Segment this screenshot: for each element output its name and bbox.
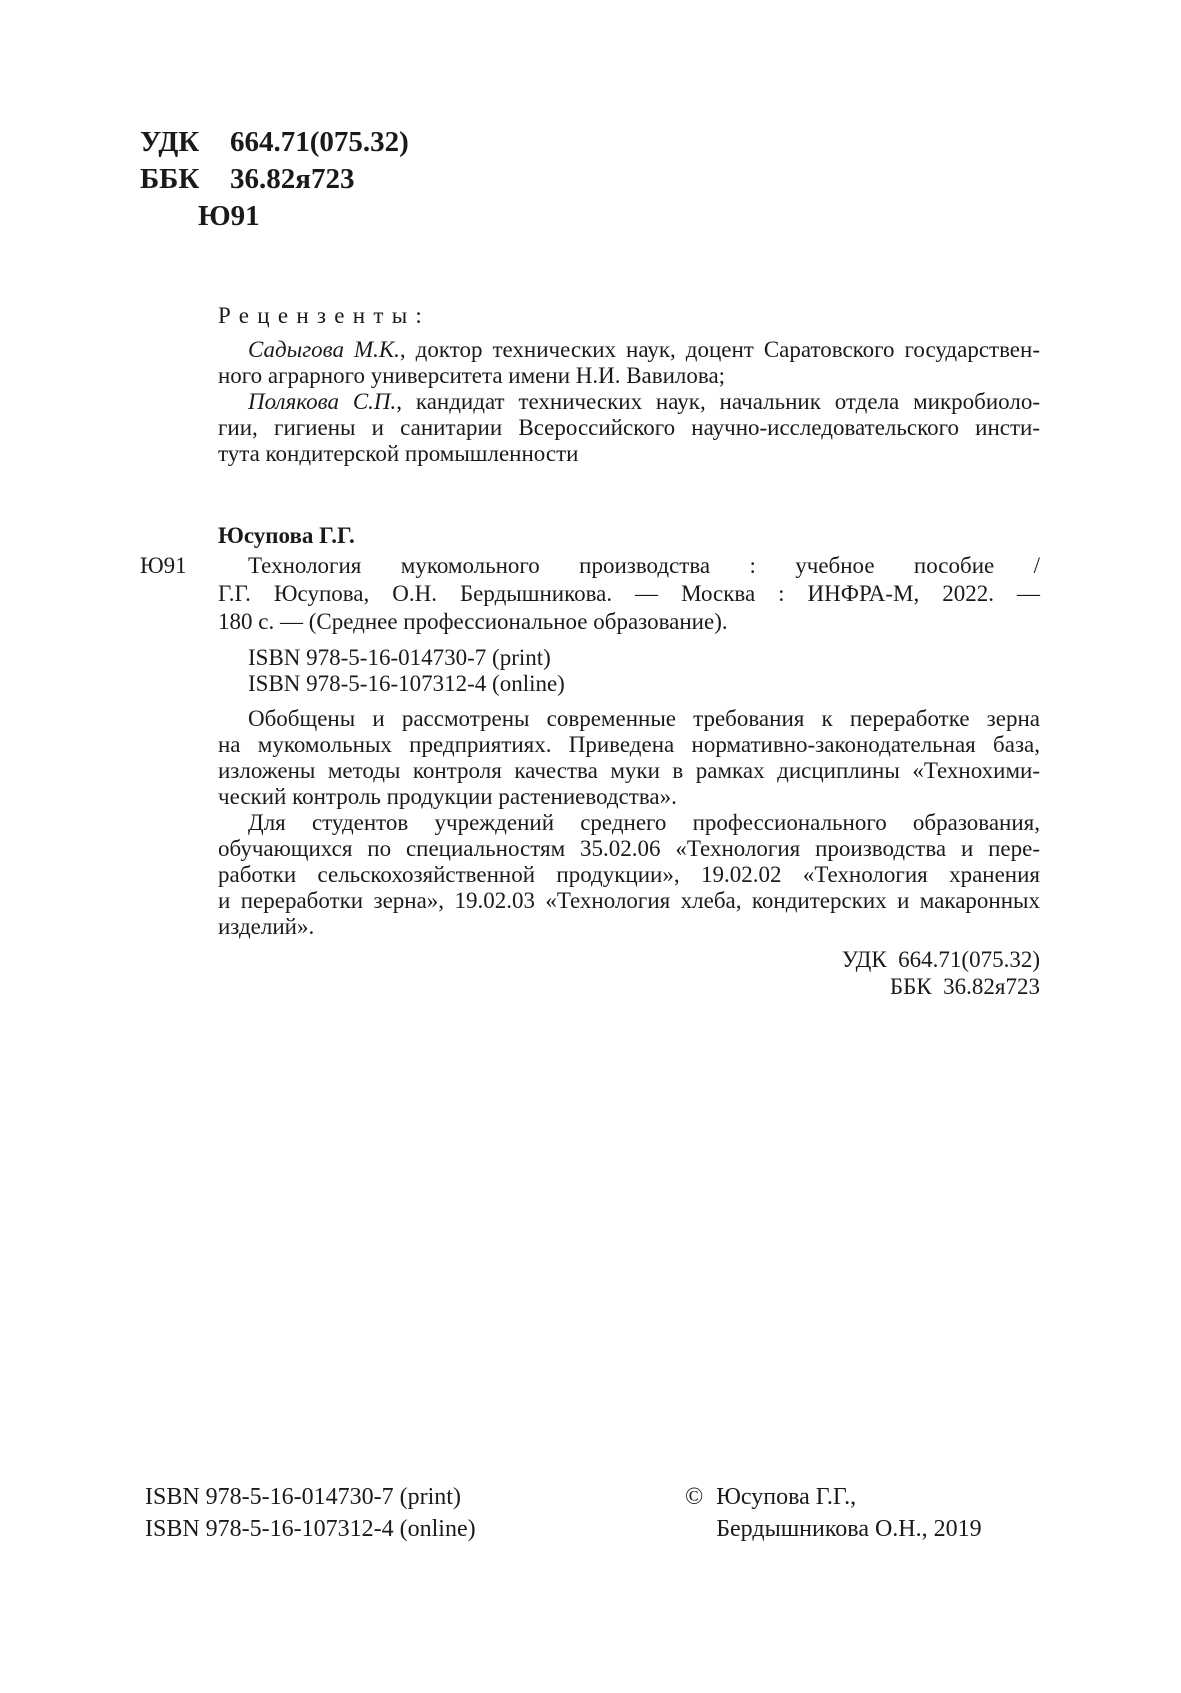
annotation-line: Для студентов учреждений среднего профессионального образования, xyxy=(248,810,1040,835)
reviewer-line: тута кондитерской промышленности xyxy=(218,441,579,466)
reviewer-name: Садыгова М.К. xyxy=(248,337,400,362)
footer-isbn-online: ISBN 978-5-16-107312-4 (online) xyxy=(145,1516,476,1542)
annotation-line: работки сельскохозяйственной продукции», 19.02.02 «Технология хранения xyxy=(218,862,1040,887)
catalog-card-line: 180 с. — (Среднее профессиональное образование). xyxy=(218,609,728,634)
author-sign: Ю91 xyxy=(198,200,260,232)
catalog-card-body xyxy=(140,552,1040,636)
copyright-holder-line: Бердышникова О.Н., 2019 xyxy=(716,1516,982,1542)
isbn-online: ISBN 978-5-16-107312-4 (online) xyxy=(248,671,565,696)
top-imprint-block xyxy=(140,124,409,235)
annotation-line: и переработки зерна», 19.02.03 «Технология хлеба, кондитерских и макаронных xyxy=(218,888,1040,913)
bbk-line-right: ББК 36.82я723 xyxy=(889,974,1040,999)
annotation-line: изделий». xyxy=(218,914,315,939)
annotation-line: на мукомольных предприятиях. Приведена нормативно-законодательная база, xyxy=(218,732,1040,757)
reviewer-line: ного аграрного университета имени Н.И. Вавилова; xyxy=(218,363,726,388)
catalog-card-author: Юсупова Г.Г. xyxy=(218,523,355,548)
isbn-block xyxy=(218,645,1040,697)
annotation-line: обучающихся по специальностям 35.02.06 «Технология производства и пере- xyxy=(218,836,1040,861)
udk-value: 664.71(075.32) xyxy=(230,126,409,158)
reviewers-heading: Рецензенты: xyxy=(218,303,431,328)
bbk-line xyxy=(140,161,409,198)
author-sign-margin: Ю91 xyxy=(140,553,187,578)
reviewer-line xyxy=(218,337,1040,363)
main-column xyxy=(140,303,1040,940)
udk-label: УДК xyxy=(140,126,200,158)
reviewer-name: Полякова С.П. xyxy=(248,389,397,414)
catalog-card-title: Технология мукомольного производства : учебное пособие / xyxy=(248,553,1040,578)
copyright-symbol: © xyxy=(685,1484,704,1510)
annotation xyxy=(218,706,1040,940)
udk-line-right: УДК 664.71(075.32) xyxy=(841,947,1040,972)
bbk-value: 36.82я723 xyxy=(230,163,355,195)
annotation-line: Обобщены и рассмотрены современные требования к переработке зерна xyxy=(248,706,1040,731)
copyright-holder-line: Юсупова Г.Г., xyxy=(716,1484,857,1510)
annotation-line: ческий контроль продукции растениеводства». xyxy=(218,784,677,809)
author-sign-line xyxy=(140,198,409,235)
reviewer-credentials: , доктор технических наук, доцент Саратовского государствен- xyxy=(399,337,1040,362)
udk-line xyxy=(140,124,409,161)
annotation-line: изложены методы контроля качества муки в рамках дисциплины «Технохими- xyxy=(218,758,1040,783)
copyright-holders xyxy=(716,1481,981,1545)
footer-isbn-print: ISBN 978-5-16-014730-7 (print) xyxy=(145,1484,461,1510)
bbk-label: ББК xyxy=(140,163,200,195)
reviewer-line: гии, гигиены и санитарии Всероссийского научно-исследовательского инсти- xyxy=(218,415,1040,440)
footer-isbn-block xyxy=(145,1481,476,1545)
reviewer-credentials: , кандидат технических наук, начальник отдела микробиоло- xyxy=(396,389,1040,414)
catalog-card-line: Г.Г. Юсупова, О.Н. Бердышникова. — Москва : ИНФРА-М, 2022. — xyxy=(218,581,1040,606)
catalog-card-line xyxy=(140,552,1040,580)
reviewer-line xyxy=(218,389,1040,415)
right-imprint-block xyxy=(842,946,1040,1000)
isbn-print: ISBN 978-5-16-014730-7 (print) xyxy=(248,645,551,670)
footer-copyright-block xyxy=(685,1481,982,1545)
